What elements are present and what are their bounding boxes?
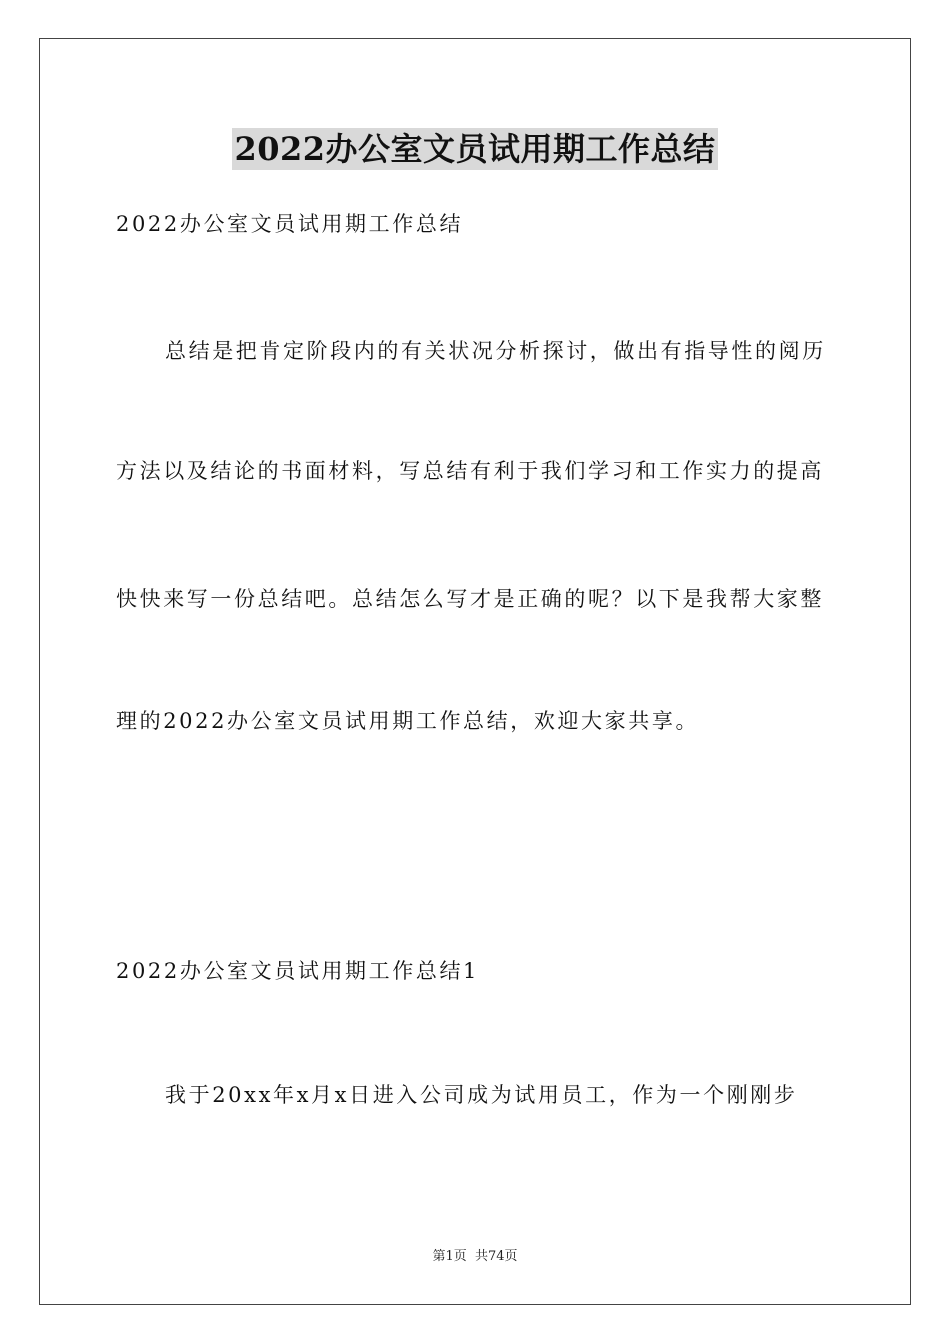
intro-line-2: 方法以及结论的书面材料，写总结有利于我们学习和工作实力的提高 bbox=[116, 459, 824, 483]
intro-line-4: 理的2022办公室文员试用期工作总结，欢迎大家共享。 bbox=[116, 709, 700, 733]
total-pages: 共74页 bbox=[474, 1249, 518, 1264]
section-paragraph-line: 我于20xx年x月x日进入公司成为试用员工，作为一个刚刚步 bbox=[165, 1083, 798, 1107]
document-title: 2022办公室文员试用期工作总结 bbox=[234, 130, 716, 168]
section-heading: 2022办公室文员试用期工作总结1 bbox=[116, 959, 480, 983]
intro-line-1: 总结是把肯定阶段内的有关状况分析探讨，做出有指导性的阅历 bbox=[165, 339, 826, 363]
intro-line-3: 快快来写一份总结吧。总结怎么写才是正确的呢？以下是我帮大家整 bbox=[116, 587, 824, 611]
page-number: 第1页 bbox=[432, 1249, 467, 1264]
page-footer bbox=[0, 1248, 950, 1266]
title-container bbox=[0, 128, 950, 170]
document-subtitle: 2022办公室文员试用期工作总结 bbox=[116, 212, 464, 236]
